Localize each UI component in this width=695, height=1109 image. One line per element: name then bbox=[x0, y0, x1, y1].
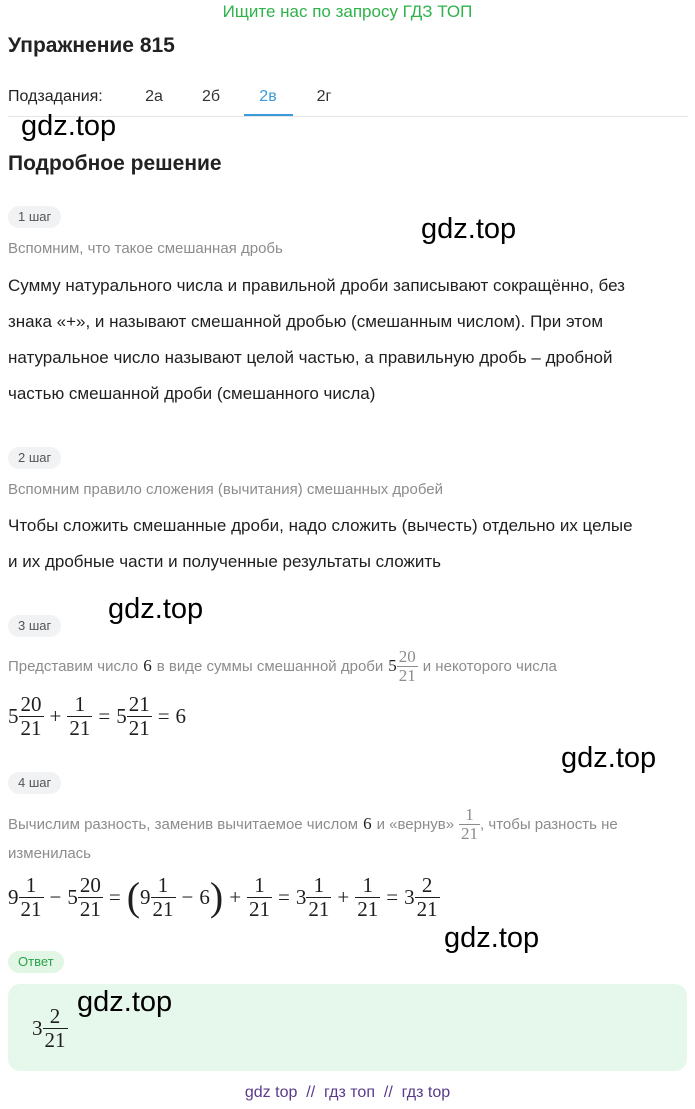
math-fraction bbox=[43, 1005, 68, 1050]
formula-step-3 bbox=[8, 690, 186, 742]
hint-text: Вычислим разность, заменив вычитаемое числом bbox=[8, 815, 359, 833]
math-whole: 9 bbox=[8, 884, 19, 909]
fraction-denominator: 21 bbox=[44, 1027, 66, 1052]
math-whole: 5 bbox=[8, 703, 19, 728]
fraction-numerator: 2 bbox=[43, 1005, 68, 1028]
fraction-numerator: 1 bbox=[247, 874, 272, 897]
active-tab-indicator bbox=[244, 114, 293, 116]
tab-2g[interactable]: 2г bbox=[316, 88, 332, 105]
watermark: gdz.top bbox=[561, 742, 657, 774]
tab-2a[interactable]: 2а bbox=[145, 88, 163, 105]
text-line: натуральное число называют целой частью, а правильную дробь – дробной bbox=[8, 348, 613, 367]
answer-value bbox=[32, 1002, 68, 1054]
answer-badge: Ответ bbox=[8, 951, 64, 973]
math-fraction bbox=[127, 693, 152, 738]
subtasks-label: Подзадания: bbox=[8, 88, 103, 105]
math-whole: 3 bbox=[295, 884, 307, 909]
text-line: знака «+», и называют смешанной дробью (смешанным числом). При этом bbox=[8, 312, 603, 331]
step-hint bbox=[8, 642, 557, 690]
math-paren: ) bbox=[209, 874, 224, 919]
text-line: Сумму натурального числа и правильной дроби записывают сокращённо, без bbox=[8, 276, 625, 295]
math-operator: + bbox=[337, 884, 350, 909]
hint-number: 6 bbox=[363, 814, 372, 833]
watermark: gdz.top bbox=[108, 593, 204, 625]
math-fraction bbox=[247, 874, 272, 919]
page-title: Упражнение 815 bbox=[8, 34, 175, 57]
fraction-numerator: 20 bbox=[79, 873, 101, 898]
math-operator: + bbox=[49, 703, 62, 728]
math-operator: = bbox=[278, 884, 290, 909]
fraction-denominator: 21 bbox=[461, 823, 479, 843]
fraction-numerator: 1 bbox=[306, 874, 331, 897]
hint-text: и некоторого числа bbox=[422, 657, 557, 675]
hint-number: 6 bbox=[143, 656, 152, 675]
fraction-numerator: 2 bbox=[415, 874, 440, 897]
hint-text: в виде суммы смешанной дроби bbox=[156, 657, 384, 675]
text-line: частью смешанной дроби (смешанного числа) bbox=[8, 384, 376, 403]
fraction-denominator: 21 bbox=[128, 715, 150, 740]
math-whole: 9 bbox=[140, 884, 151, 909]
math-fraction bbox=[415, 874, 440, 919]
step-badge: 1 шаг bbox=[8, 206, 61, 228]
tab-2v[interactable]: 2в bbox=[259, 88, 277, 105]
math-operator: = bbox=[157, 703, 170, 728]
math-fraction bbox=[306, 874, 331, 919]
math-operator: = bbox=[98, 703, 111, 728]
fraction-denominator: 21 bbox=[308, 896, 330, 921]
fraction-numerator: 20 bbox=[398, 646, 416, 666]
math-fraction bbox=[19, 874, 44, 919]
fraction-numerator: 1 bbox=[151, 874, 176, 897]
step-badge: 3 шаг bbox=[8, 615, 61, 637]
hint-text: Представим число bbox=[8, 657, 139, 675]
watermark: gdz.top bbox=[421, 213, 517, 245]
step-hint bbox=[8, 800, 618, 848]
math-operator: = bbox=[386, 884, 399, 909]
math-whole: 5 bbox=[67, 884, 78, 909]
fraction-denominator: 21 bbox=[69, 715, 91, 740]
fraction-denominator: 21 bbox=[79, 896, 101, 921]
formula-step-4 bbox=[8, 870, 440, 924]
math-fraction bbox=[151, 874, 176, 919]
math-operator: = bbox=[108, 884, 121, 909]
fraction-numerator: 1 bbox=[19, 874, 44, 897]
fraction-numerator: 1 bbox=[459, 806, 480, 825]
fraction-numerator: 21 bbox=[128, 692, 150, 717]
math-whole: 3 bbox=[32, 1015, 43, 1040]
math-operator: + bbox=[229, 884, 242, 909]
math-operator: − bbox=[181, 884, 194, 909]
text-line: Чтобы сложить смешанные дроби, надо сложить (вычесть) отдельно их целые bbox=[8, 516, 633, 535]
math-operator: − bbox=[49, 884, 62, 909]
math-fraction bbox=[67, 693, 92, 738]
fraction-denominator: 21 bbox=[416, 896, 438, 921]
tab-2b[interactable]: 2б bbox=[201, 88, 221, 105]
step-paragraph bbox=[8, 508, 688, 580]
fraction-numerator: 1 bbox=[355, 874, 380, 897]
math-paren: ( bbox=[126, 874, 141, 919]
math-whole: 3 bbox=[404, 884, 415, 909]
fraction-numerator: 20 bbox=[20, 692, 42, 717]
hint-text: , чтобы разность не bbox=[480, 815, 618, 833]
fraction-denominator: 21 bbox=[20, 715, 42, 740]
section-title: Подробное решение bbox=[8, 152, 222, 175]
fraction-numerator: 1 bbox=[67, 693, 92, 716]
math-number: 6 bbox=[175, 703, 187, 728]
fraction-denominator: 21 bbox=[398, 665, 416, 685]
math-fraction bbox=[78, 874, 103, 919]
promo-banner[interactable]: Ищите нас по запросу ГДЗ ТОП bbox=[222, 2, 473, 21]
step-hint-continued: изменилась bbox=[8, 845, 91, 862]
watermark: gdz.top bbox=[21, 110, 117, 142]
text-line: и их дробные части и полученные результаты сложить bbox=[8, 552, 442, 571]
math-fraction bbox=[355, 874, 380, 919]
step-badge: 2 шаг bbox=[8, 447, 61, 469]
fraction-denominator: 21 bbox=[152, 896, 174, 921]
hint-mixed-whole: 5 bbox=[388, 656, 397, 675]
step-hint: Вспомним правило сложения (вычитания) смешанных дробей bbox=[8, 481, 443, 498]
hint-fraction bbox=[397, 648, 418, 685]
step-badge: 4 шаг bbox=[8, 772, 61, 794]
math-number: 6 bbox=[199, 884, 210, 909]
watermark: gdz.top bbox=[444, 922, 540, 954]
math-fraction bbox=[19, 693, 44, 738]
watermark: gdz.top bbox=[77, 986, 173, 1018]
footer-links[interactable]: gdz top // гдз топ // гдз top bbox=[244, 1084, 451, 1101]
hint-text: и «вернув» bbox=[376, 815, 455, 833]
fraction-denominator: 21 bbox=[249, 896, 271, 921]
math-whole: 5 bbox=[116, 703, 127, 728]
fraction-denominator: 21 bbox=[357, 896, 379, 921]
step-hint: Вспомним, что такое смешанная дробь bbox=[8, 240, 283, 257]
step-paragraph bbox=[8, 268, 688, 412]
hint-fraction bbox=[459, 806, 480, 843]
fraction-denominator: 21 bbox=[20, 896, 42, 921]
